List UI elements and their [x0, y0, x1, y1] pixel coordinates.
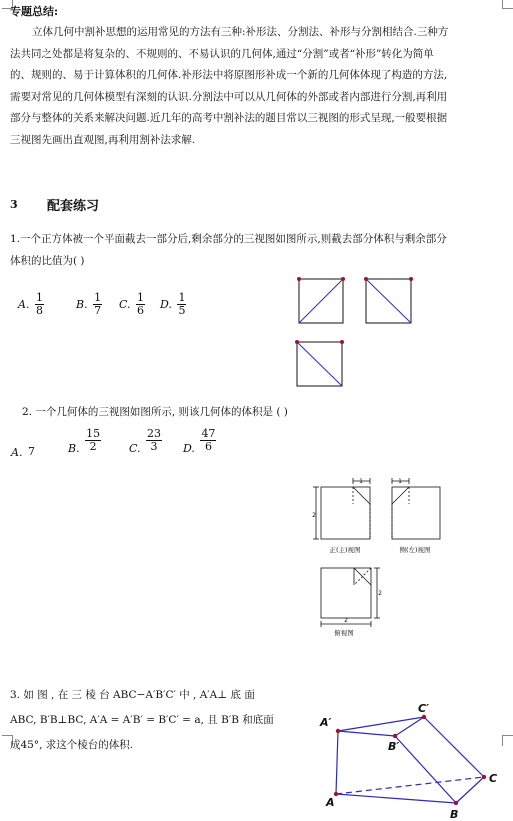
fraction: $\frac{23}{3}$: [147, 427, 162, 453]
summary-line: 三视图先画出直观图,再利用割补法求解.: [10, 133, 196, 146]
vertex-dot: [422, 715, 426, 719]
edge-A-B: [336, 794, 456, 803]
q2-option-b[interactable]: [68, 428, 101, 453]
option-label: D.: [160, 298, 172, 311]
fraction: $\frac{1}{8}$: [35, 291, 43, 317]
edge-A-C-hidden: [336, 777, 484, 794]
option-value: 7: [27, 445, 35, 458]
vertex-label-A: A: [326, 796, 335, 809]
q1-option-c[interactable]: [119, 292, 145, 317]
edge-A1-A: [336, 731, 338, 794]
question-3-line: 3. 如 图 , 在 三 棱 台 ABC−A′B′C′ 中 , A′A⊥ 底 面: [10, 689, 255, 701]
summary-heading: 专题总结:: [10, 5, 59, 18]
edge-B1-B: [395, 736, 456, 803]
option-label: C.: [129, 442, 141, 455]
summary-line: 的、规则的、易于计算体积的几何体.补形法中将原图形补成一个新的几何体体现了构造的方法,: [10, 69, 448, 81]
option-label: D.: [183, 442, 195, 455]
q2-view-front: [313, 478, 370, 539]
vertex-dot: [341, 277, 345, 281]
edge-C1-C: [424, 717, 484, 777]
option-label: B.: [76, 298, 88, 311]
edge-B-C: [456, 777, 484, 803]
q2-dim-label: 1: [398, 478, 402, 485]
q1-view-top: [297, 342, 342, 386]
option-label: B.: [68, 442, 80, 455]
q2-option-a[interactable]: [11, 445, 35, 459]
q2-side-view-label: 侧(左)视图: [399, 546, 431, 554]
fraction: $\frac{47}{6}$: [201, 427, 216, 453]
option-label: A.: [11, 445, 23, 459]
summary-paragraph: [10, 22, 502, 151]
vertex-dot: [482, 775, 486, 779]
q2-option-c[interactable]: [129, 428, 162, 453]
question-1-line: 体积的比值为( ): [10, 255, 85, 267]
question-3: [10, 683, 315, 758]
q2-dim-label: 1: [359, 478, 363, 485]
q2-top-view-label: 俯视图: [334, 629, 354, 637]
q2-dim-label: 2: [312, 512, 316, 519]
summary-line: 立体几何中割补思想的运用常见的方法有三种:补形法、分割法、补形与分割相结合.三种方: [32, 26, 449, 38]
vertex-dot: [295, 340, 299, 344]
vertex-label-C: C: [489, 772, 498, 785]
option-label: C.: [119, 298, 131, 311]
vertex-label-C1: C′: [418, 702, 429, 715]
fraction: $\frac{1}{5}$: [178, 291, 186, 317]
vertex-dot: [454, 801, 458, 805]
fraction: $\frac{15}{2}$: [86, 427, 101, 453]
section-number: 3: [10, 198, 18, 211]
q2-view-side: [392, 478, 440, 539]
question-1-line: 1.一个正方体被一个平面截去一部分后,剩余部分的三视图如图所示,则截去部分体积与剩余部分: [10, 233, 447, 245]
q1-option-d[interactable]: [160, 292, 186, 317]
vertex-label-B1: B′: [388, 740, 400, 753]
q1-three-views-figure: [290, 272, 430, 392]
fraction: $\frac{1}{6}$: [137, 291, 145, 317]
q2-dim-label: 2: [378, 590, 382, 597]
edge-A1-C1: [338, 717, 424, 731]
q1-option-a[interactable]: [18, 292, 44, 317]
q2-view-top: [321, 568, 380, 627]
vertex-dot: [297, 277, 301, 281]
q2-dim-label: 2: [344, 617, 348, 624]
q2-three-views-figure: [308, 475, 448, 640]
question-2-text: 2. 一个几何体的三视图如图所示, 则该几何体的体积是 ( ): [22, 406, 288, 418]
vertex-dot: [364, 277, 368, 281]
summary-line: 法共同之处都是将复杂的、不规则的、不易认识的几何体,通过“分割”或者“补形”转化为简单: [10, 47, 434, 60]
option-label: A.: [18, 298, 30, 311]
vertex-dot: [409, 277, 413, 281]
q1-view-side: [366, 279, 411, 323]
vertex-dot: [340, 340, 344, 344]
fraction: $\frac{1}{7}$: [94, 291, 102, 317]
summary-line: 部分与整体的关系来解决问题.近几年的高考中割补法的题目常以三视图的形式呈现,一般要根据: [10, 112, 448, 124]
q2-front-view-label: 正(主)视图: [329, 546, 361, 554]
edge-A1-B1: [338, 731, 395, 736]
vertex-label-A1: A′: [320, 716, 332, 729]
vertex-dot: [393, 734, 397, 738]
section-title: 配套练习: [47, 199, 100, 214]
summary-line: 需要对常见的几何体模型有深刻的认识.分割法中可以从几何体的外部或者内部进行分割,再利用: [10, 90, 448, 103]
corner-mark-top-right: [502, 0, 513, 9]
q1-option-b[interactable]: [76, 292, 102, 317]
vertex-dot: [336, 729, 340, 733]
vertex-label-B: B: [450, 808, 459, 821]
question-3-line: 成45°, 求这个棱台的体积.: [10, 739, 134, 751]
q2-option-d[interactable]: [183, 428, 216, 453]
q1-view-front: [299, 279, 343, 323]
question-3-line: ABC, B′B⊥BC, A′A = A′B′ = B′C′ = a, 且 B′B 和底面: [10, 714, 274, 726]
question-1: [10, 228, 505, 272]
q3-frustum-figure: [310, 700, 510, 821]
